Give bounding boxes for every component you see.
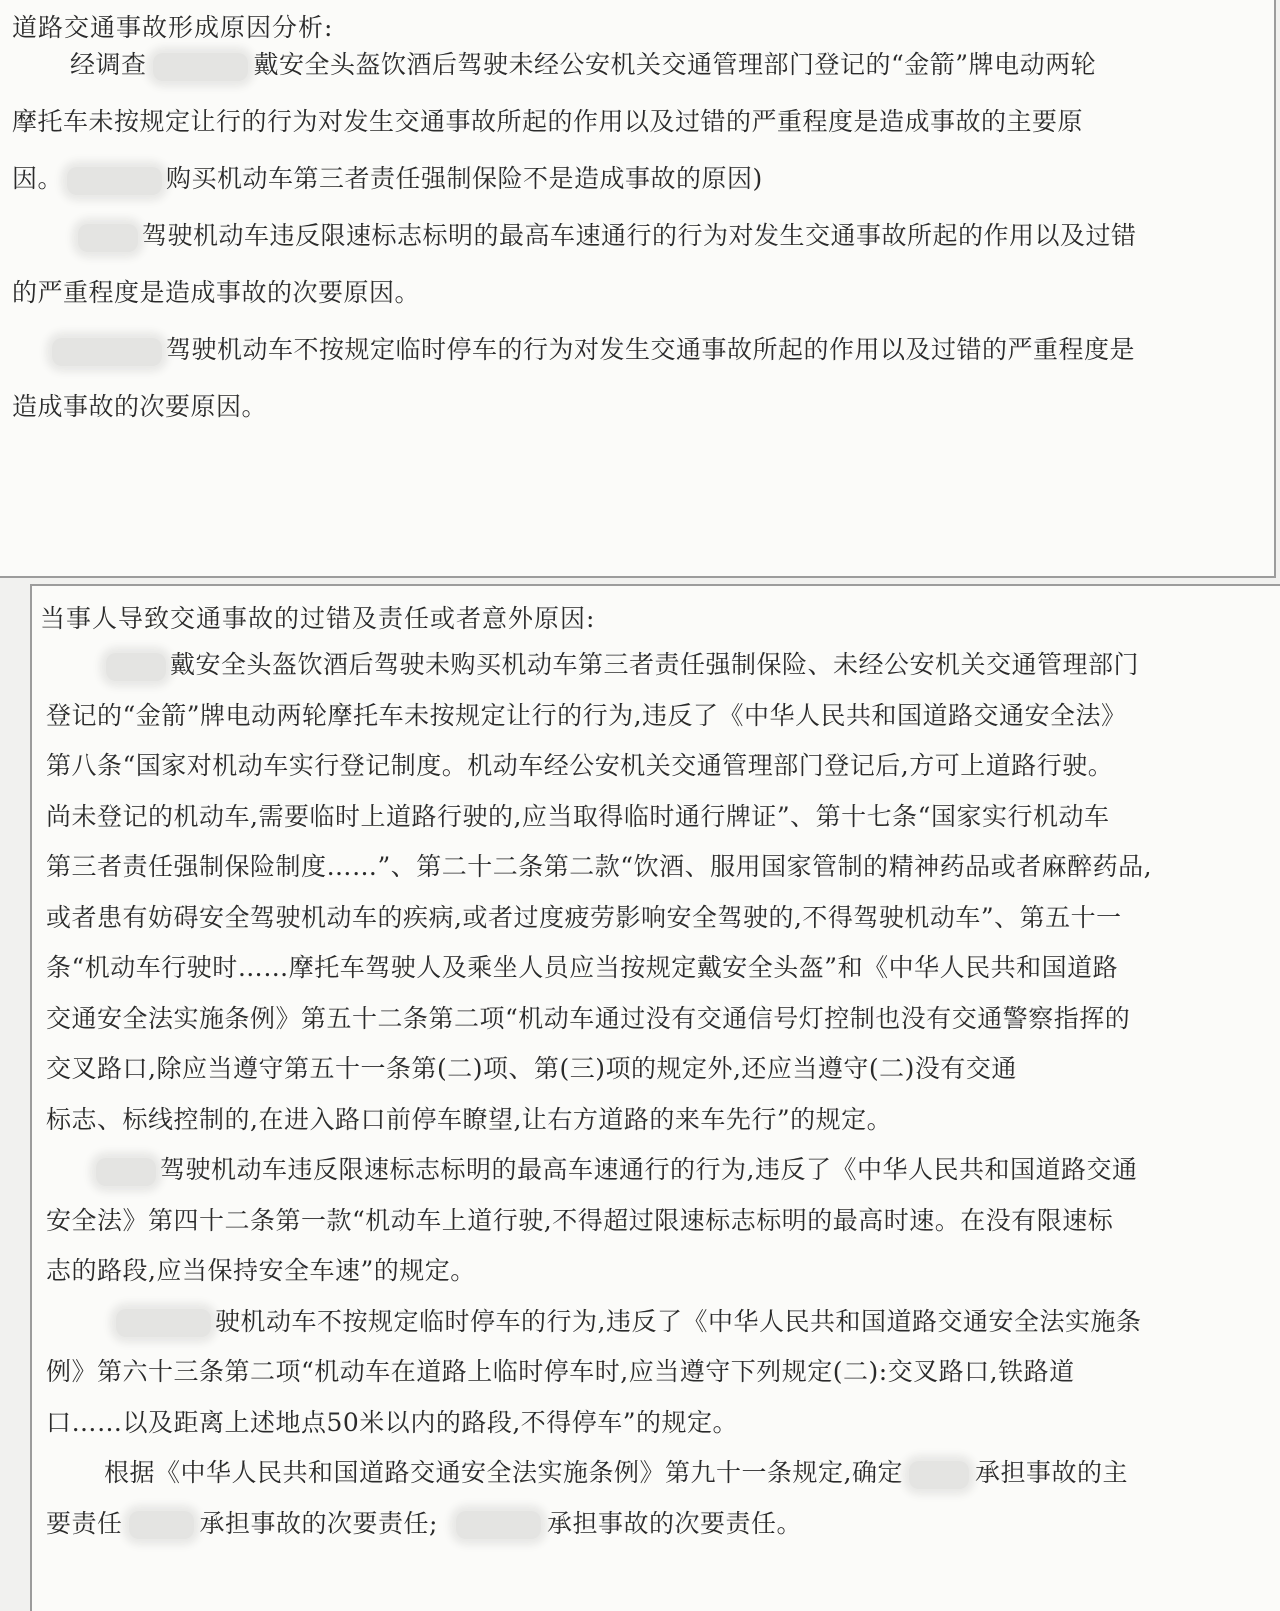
text-span: 条“机动车行驶时……摩托车驾驶人及乘坐人员应当按规定戴安全头盔”和《中华人民共和国道路 [46,953,1119,982]
text-line [46,1095,1266,1146]
redacted-name [67,167,162,195]
text-span: 承担事故的主 [974,1458,1128,1487]
text-line [46,741,1266,792]
redacted-name [909,1461,969,1489]
text-span: 驾驶机动车不按规定临时停车的行为对发生交通事故所起的作用以及过错的严重程度是 [166,335,1136,364]
text-line [12,207,1250,264]
text-line [46,893,1266,944]
text-line [46,640,1266,691]
text-line [46,1145,1266,1196]
text-span: 尚未登记的机动车,需要临时上道路行驶的,应当取得临时通行牌证”、第十七条“国家实行机动车 [46,801,1110,831]
responsibility-body [46,640,1266,1549]
responsibility-title: 当事人导致交通事故的过错及责任或者意外原因: [40,604,596,633]
redacted-name [106,653,166,681]
responsibility-section [30,584,1280,1611]
text-line [46,1499,1266,1550]
text-span: 的严重程度是造成事故的次要原因。 [12,278,421,307]
text-span: 或者患有妨碍安全驾驶机动车的疾病,或者过度疲劳影响安全驾驶的,不得驾驶机动车”、第五十一 [46,902,1122,932]
redacted-name [52,338,162,366]
text-line [12,264,1250,321]
text-line [12,321,1250,378]
text-line [46,1246,1266,1297]
text-line [46,842,1266,893]
text-span: 登记的“金箭”牌电动两轮摩托车未按规定让行的行为,违反了《中华人民共和国道路交通安全法》 [46,700,1127,730]
text-span: 志的路段,应当保持安全车速”的规定。 [46,1256,476,1285]
text-line [46,792,1266,843]
analysis-title: 道路交通事故形成原因分析: [12,13,334,42]
text-span: 经调查 [70,50,147,79]
text-span: 第三者责任强制保险制度……”、第二十二条第二款“饮酒、服用国家管制的精神药品或者麻醉药品, [46,852,1153,881]
analysis-section [0,0,1276,578]
text-line [46,1398,1266,1449]
text-span: 驾驶机动车违反限速标志标明的最高车速通行的行为对发生交通事故所起的作用以及过错 [142,221,1137,250]
text-span: 戴安全头盔饮酒后驾驶未购买机动车第三者责任强制保险、未经公安机关交通管理部门 [170,650,1140,679]
text-span: 第八条“国家对机动车实行登记制度。机动车经公安机关交通管理部门登记后,方可上道路行驶。 [46,751,1114,780]
text-line [46,943,1266,994]
text-line [46,691,1266,742]
text-span: 要责任 [46,1508,123,1538]
redacted-name [78,224,138,252]
text-span: 承担事故的次要责任; [199,1508,438,1538]
text-line [12,378,1250,435]
text-span: 造成事故的次要原因。 [12,392,268,421]
text-span: 口……以及距离上述地点50米以内的路段,不得停车”的规定。 [46,1407,739,1437]
text-span: 根据《中华人民共和国道路交通安全法实施条例》第九十一条规定,确定 [104,1458,903,1487]
text-line [12,93,1250,150]
text-span: 交通安全法实施条例》第五十二条第二项“机动车通过没有交通信号灯控制也没有交通警察指挥的 [46,1003,1131,1033]
text-span: 驶机动车不按规定临时停车的行为,违反了《中华人民共和国道路交通安全法实施条 [215,1306,1142,1336]
redacted-name [456,1511,541,1539]
redacted-name [153,53,248,81]
analysis-body [12,36,1250,435]
redacted-name [129,1511,194,1539]
redacted-name [116,1309,211,1337]
text-line [46,994,1266,1045]
text-line [46,1044,1266,1095]
text-span: 购买机动车第三者责任强制保险不是造成事故的原因) [166,164,763,193]
text-span: 因。 [12,164,64,193]
text-line [46,1347,1266,1398]
text-span: 戴安全头盔饮酒后驾驶未经公安机关交通管理部门登记的“金箭”牌电动两轮 [253,50,1097,79]
text-span: 交叉路口,除应当遵守第五十一条第(二)项、第(三)项的规定外,还应当遵守(二)没有交通 [46,1054,1017,1083]
text-line [12,150,1250,207]
text-line [12,36,1250,93]
text-span: 驾驶机动车违反限速标志标明的最高车速通行的行为,违反了《中华人民共和国道路交通 [160,1155,1138,1184]
text-line [46,1448,1266,1499]
text-span: 标志、标线控制的,在进入路口前停车瞭望,让右方道路的来车先行”的规定。 [46,1104,893,1134]
text-span: 安全法》第四十二条第一款“机动车上道行驶,不得超过限速标志标明的最高时速。在没有限速标 [46,1205,1114,1235]
text-span: 承担事故的次要责任。 [546,1508,802,1538]
redacted-name [96,1158,156,1186]
text-span: 例》第六十三条第二项“机动车在道路上临时停车时,应当遵守下列规定(二):交叉路口,铁路道 [46,1357,1075,1386]
text-line [46,1196,1266,1247]
text-line [46,1297,1266,1348]
text-span: 摩托车未按规定让行的行为对发生交通事故所起的作用以及过错的严重程度是造成事故的主要原 [12,107,1084,136]
